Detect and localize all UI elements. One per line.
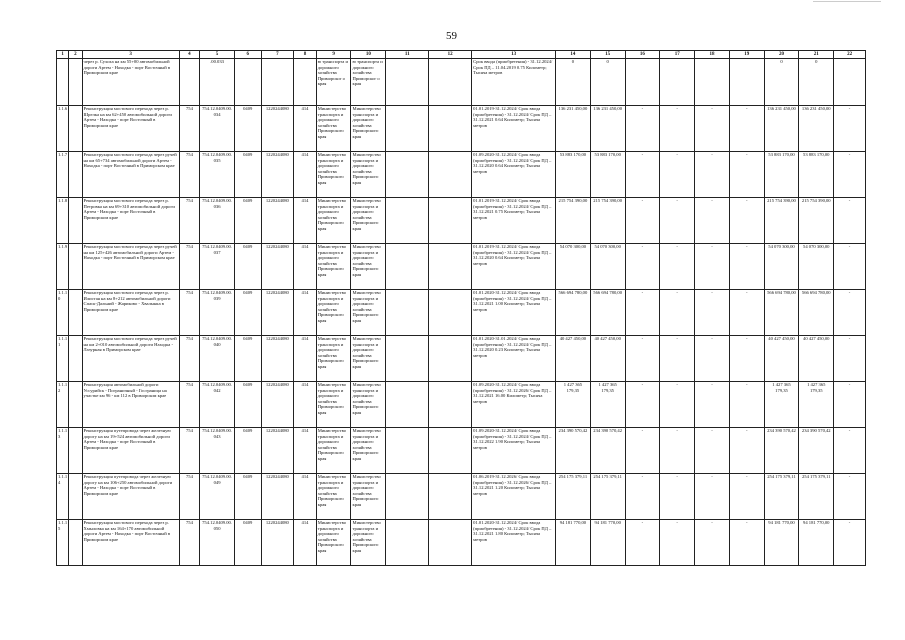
funding-year-col17: - [660, 428, 695, 474]
total-funding: 40 427 450,00 [590, 336, 625, 382]
ministry-code: 754 [179, 428, 199, 474]
responsible-body: Министерство транспорта и дорожного хозяйства Приморского края [316, 244, 351, 290]
table-row [57, 152, 866, 198]
responsible-body: Министерство транспорта и дорожного хозяйства Приморского края [316, 198, 351, 244]
row-number: 1.1.13 [57, 428, 69, 474]
estimated-cost: 254 175 379,11 [556, 474, 591, 520]
ministry-code: 754 [179, 382, 199, 428]
header-cell: 17 [660, 51, 695, 59]
funding-year-col22: - [834, 290, 866, 336]
terms-and-capacity: Срок ввода (приобретения) - 31.12.2024/ Срок ПД – 11.04.2019 0.75 Километр; Тысяча метров [472, 59, 556, 106]
responsible-body: Министерство транспорта и дорожного хозяйства Приморского края [316, 428, 351, 474]
scan-edge-line [813, 1, 881, 2]
section-code: 0409 [234, 428, 261, 474]
funding-year-col21: 94 181 770,00 [799, 520, 834, 566]
funding-year-col21: 0 [799, 59, 834, 106]
funding-year-col20: 53 883 170,00 [764, 152, 799, 198]
row-number: 1.1.6 [57, 106, 69, 152]
terms-and-capacity: 01.01.2019-31.12.2024/ Срок ввода (приобретения) - 31.12.2024/ Срок ПД – 31.12.2021 0.75 Километр; Тысяча метров [472, 198, 556, 244]
section-code [234, 59, 261, 106]
object-name: Реконструкция мостового перехода через р. Шрелка на км 62+450 автомобильной дороги Артем - Находка - порт Восточный в Приморском крае [82, 106, 179, 152]
funding-year-col16: - [625, 474, 660, 520]
target-article: 1220244080 [261, 382, 294, 428]
funding-year-col21: 54 070 300,00 [799, 244, 834, 290]
funding-year-col20: 566 694 780,00 [764, 290, 799, 336]
target-article: 1220244080 [261, 428, 294, 474]
header-cell: 9 [316, 51, 351, 59]
funding-year-col17: - [660, 290, 695, 336]
terms-and-capacity: 01.01.2020-31.12.2024/ Срок ввода (приобретения) - 31.12.2024/ Срок ПД – 31.12.2021 1.00 Километр; Тысяча метров [472, 290, 556, 336]
header-cell: 13 [472, 51, 556, 59]
table-row [57, 382, 866, 428]
object-code: 754.12.0409.00.039 [200, 290, 235, 336]
expense-type: 414 [294, 428, 317, 474]
row-empty-cell [429, 106, 472, 152]
section-code: 0409 [234, 244, 261, 290]
expense-type: 414 [294, 244, 317, 290]
row-number: 1.1.9 [57, 244, 69, 290]
ministry-code: 754 [179, 336, 199, 382]
funding-year-col17: - [660, 106, 695, 152]
section-code: 0409 [234, 106, 261, 152]
row-empty-cell [69, 382, 82, 428]
object-code: 754.12.0409.00.040 [200, 336, 235, 382]
funding-year-col17: - [660, 152, 695, 198]
funding-year-col16: - [625, 244, 660, 290]
funding-year-col16: - [625, 106, 660, 152]
funding-year-col18: - [695, 474, 730, 520]
object-code: 754.12.0409.00.037 [200, 244, 235, 290]
total-funding: 53 883 170,00 [590, 152, 625, 198]
funding-year-col21: 1 427 365 179,35 [799, 382, 834, 428]
row-number: 1.1.7 [57, 152, 69, 198]
object-name: Реконструкция мостового перехода через р. Петровка на км 69+310 автомобильной дороги Артем - Находка - порт Восточный в Приморском крае [82, 198, 179, 244]
row-empty-cell [386, 59, 429, 106]
estimated-cost: 215 754 390,00 [556, 198, 591, 244]
row-number: 1.1.11 [57, 336, 69, 382]
funding-year-col19: - [729, 290, 764, 336]
object-code: .00.033 [200, 59, 235, 106]
estimated-cost: 136 231 450,00 [556, 106, 591, 152]
responsible-body: Министерство транспорта и дорожного хозяйства Приморского края [316, 382, 351, 428]
row-empty-cell [429, 59, 472, 106]
object-name: Реконструкция путепровода через железную дорогу на км 19+524 автомобильной дороги Артем - Находка - порт Восточный в Приморском крае [82, 428, 179, 474]
object-code: 754.12.0409.00.043 [200, 428, 235, 474]
terms-and-capacity: 01.01.2019-31.12.2024/ Срок ввода (приобретения) - 31.12.2024/ Срок ПД – 31.12.2020 0.64 Километр; Тысяча метров [472, 244, 556, 290]
funding-year-col19: - [729, 520, 764, 566]
ministry-code: 754 [179, 290, 199, 336]
funding-year-col17: - [660, 520, 695, 566]
responsible-body: Министерство транспорта и дорожного хозяйства Приморского края [316, 152, 351, 198]
funding-year-col21: 136 231 450,00 [799, 106, 834, 152]
ministry-code: 754 [179, 520, 199, 566]
funding-year-col22 [834, 59, 866, 106]
funding-year-col20: 215 754 390,00 [764, 198, 799, 244]
header-cell: 11 [386, 51, 429, 59]
funding-year-col16: - [625, 336, 660, 382]
object-name: Реконструкция путепровода через железную дорогу на км 106+250 автомобильной дороги Артем - Находка - порт Восточный в Приморском крае [82, 474, 179, 520]
header-cell: 15 [590, 51, 625, 59]
funding-year-col17: - [660, 382, 695, 428]
responsible-body: Министерство транспорта и дорожного хозяйства Приморского края [316, 106, 351, 152]
funding-year-col17 [660, 59, 695, 106]
target-article: 1220244080 [261, 336, 294, 382]
header-cell: 1 [57, 51, 69, 59]
object-code: 754.12.0409.00.050 [200, 520, 235, 566]
expense-type: 414 [294, 290, 317, 336]
row-empty-cell [429, 290, 472, 336]
total-funding: 254 175 379,11 [590, 474, 625, 520]
header-cell: 20 [764, 51, 799, 59]
funding-year-col20: 234 390 570,42 [764, 428, 799, 474]
header-cell: 4 [179, 51, 199, 59]
section-code: 0409 [234, 198, 261, 244]
responsible-body: Министерство транспорта и дорожного хозяйства Приморского края [316, 336, 351, 382]
row-empty-cell [386, 198, 429, 244]
estimated-cost: 234 390 570,42 [556, 428, 591, 474]
table-row [57, 336, 866, 382]
header-cell: 16 [625, 51, 660, 59]
funding-year-col18: - [695, 428, 730, 474]
object-name: Реконструкция мостового перехода через ручей на км 65+734 автомобильной дороги Артем - Находка - порт Восточный в Приморском крае [82, 152, 179, 198]
total-funding: 234 390 570,42 [590, 428, 625, 474]
expense-type: 414 [294, 382, 317, 428]
total-funding: 215 754 390,00 [590, 198, 625, 244]
funding-year-col22: - [834, 152, 866, 198]
estimated-cost: 53 883 170,00 [556, 152, 591, 198]
total-funding: 1 427 365 179,35 [590, 382, 625, 428]
funding-year-col19: - [729, 244, 764, 290]
object-code: 754.12.0409.00.034 [200, 106, 235, 152]
total-funding: 0 [590, 59, 625, 106]
expense-type: 414 [294, 336, 317, 382]
row-empty-cell [386, 520, 429, 566]
expense-type [294, 59, 317, 106]
table-row [57, 520, 866, 566]
section-code: 0409 [234, 474, 261, 520]
row-empty-cell [429, 520, 472, 566]
total-funding: 54 070 300,00 [590, 244, 625, 290]
header-cell: 18 [695, 51, 730, 59]
header-cell: 19 [729, 51, 764, 59]
row-empty-cell [69, 520, 82, 566]
row-number: 1.1.10 [57, 290, 69, 336]
funding-year-col16: - [625, 152, 660, 198]
ministry-code: 754 [179, 198, 199, 244]
row-empty-cell [386, 474, 429, 520]
row-number: 1.1.14 [57, 474, 69, 520]
terms-and-capacity: 01.09.2020-31.12.2024/ Срок ввода (приобретения) - 31.12.2024/ Срок ПД – 31.12.2022 1.90 Километр; Тысяча метров [472, 428, 556, 474]
estimated-cost: 0 [556, 59, 591, 106]
funding-year-col20: 136 231 450,00 [764, 106, 799, 152]
header-cell: 5 [200, 51, 235, 59]
row-number: 1.1.15 [57, 520, 69, 566]
customer-body: Министерство транспорта и дорожного хозяйства Приморского края [351, 382, 386, 428]
section-code: 0409 [234, 290, 261, 336]
row-empty-cell [429, 152, 472, 198]
customer-body: Министерство транспорта и дорожного хозяйства Приморского края [351, 474, 386, 520]
funding-year-col22: - [834, 106, 866, 152]
target-article: 1220244080 [261, 152, 294, 198]
funding-year-col16: - [625, 290, 660, 336]
section-code: 0409 [234, 336, 261, 382]
funding-year-col21: 215 754 390,00 [799, 198, 834, 244]
responsible-body: ю транспорта и дорожного хозяйства Приморског о края [316, 59, 351, 106]
customer-body: Министерство транспорта и дорожного хозяйства Приморского края [351, 428, 386, 474]
target-article [261, 59, 294, 106]
header-cell: 2 [69, 51, 82, 59]
funding-year-col18: - [695, 382, 730, 428]
row-number: 1.1.12 [57, 382, 69, 428]
funding-year-col18: - [695, 198, 730, 244]
table-row [57, 198, 866, 244]
row-empty-cell [69, 244, 82, 290]
table-row [57, 474, 866, 520]
table-row [57, 244, 866, 290]
funding-year-col22: - [834, 428, 866, 474]
funding-year-col18 [695, 59, 730, 106]
object-name: Реконструкция мостового перехода через ручей на км 125+426 автомобильной дороги Артем - Находка - порт Восточный в Приморском крае [82, 244, 179, 290]
funding-year-col18: - [695, 520, 730, 566]
object-code: 754.12.0409.00.042 [200, 382, 235, 428]
row-empty-cell [386, 382, 429, 428]
investment-table [56, 50, 866, 566]
estimated-cost: 1 427 365 179,35 [556, 382, 591, 428]
funding-year-col18: - [695, 290, 730, 336]
funding-year-col20: 54 070 300,00 [764, 244, 799, 290]
object-name: Реконструкция мостового перехода через р. Хмыловка на км 164+170 автомобильной дороги Артем - Находка - порт Восточный в Приморском крае [82, 520, 179, 566]
ministry-code [179, 59, 199, 106]
object-name: через р. Сухоха на км 55+00 автомобильной дороги Артем - Находка - порт Восточный в Приморском крае [82, 59, 179, 106]
total-funding: 566 694 780,00 [590, 290, 625, 336]
object-code: 754.12.0409.00.049 [200, 474, 235, 520]
terms-and-capacity: 01.01.2020-31.12.2024/ Срок ввода (приобретения) - 31.12.2024/ Срок ПД – 31.12.2021 1.80 Километр; Тысяча метров [472, 520, 556, 566]
header-cell: 14 [556, 51, 591, 59]
page-number: 59 [446, 30, 457, 42]
header-cell: 12 [429, 51, 472, 59]
customer-body: Министерство транспорта и дорожного хозяйства Приморского края [351, 152, 386, 198]
row-empty-cell [386, 290, 429, 336]
customer-body: Министерство транспорта и дорожного хозяйства Приморского края [351, 244, 386, 290]
target-article: 1220244080 [261, 520, 294, 566]
terms-and-capacity: 01.01.2020-31.01.2024/ Срок ввода (приобретения) - 31.12.2024/ Срок ПД – 31.12.2020 0.23 Километр; Тысяча метров [472, 336, 556, 382]
header-cell: 3 [82, 51, 179, 59]
funding-year-col19: - [729, 336, 764, 382]
funding-year-col22: - [834, 336, 866, 382]
terms-and-capacity: 01.09.2020-31.12.2024/ Срок ввода (приобретения) - 31.12.2024/ Срок ПД – 31.12.2020 0.64 Километр; Тысяча метров [472, 152, 556, 198]
header-cell: 7 [261, 51, 294, 59]
table-row [57, 59, 866, 106]
row-empty-cell [386, 152, 429, 198]
customer-body: Министерство транспорта и дорожного хозяйства Приморского края [351, 290, 386, 336]
target-article: 1220244080 [261, 198, 294, 244]
row-empty-cell [69, 59, 82, 106]
funding-year-col22: - [834, 198, 866, 244]
target-article: 1220244080 [261, 106, 294, 152]
row-empty-cell [429, 428, 472, 474]
ministry-code: 754 [179, 244, 199, 290]
header-cell: 8 [294, 51, 317, 59]
object-code: 754.12.0409.00.036 [200, 198, 235, 244]
expense-type: 414 [294, 106, 317, 152]
section-code: 0409 [234, 152, 261, 198]
object-name: Реконструкция автомобильной дороги Уссурийск - Пограничный - Госграница на участке км 96 - км 112 в Приморском крае [82, 382, 179, 428]
funding-year-col20: 254 175 379,11 [764, 474, 799, 520]
expense-type: 414 [294, 474, 317, 520]
row-empty-cell [429, 382, 472, 428]
funding-year-col16: - [625, 428, 660, 474]
funding-year-col22: - [834, 474, 866, 520]
customer-body: Министерство транспорта и дорожного хозяйства Приморского края [351, 106, 386, 152]
header-row [57, 51, 866, 59]
ministry-code: 754 [179, 474, 199, 520]
customer-body: Министерство транспорта и дорожного хозяйства Приморского края [351, 520, 386, 566]
target-article: 1220244080 [261, 290, 294, 336]
funding-year-col19: - [729, 428, 764, 474]
row-empty-cell [69, 106, 82, 152]
row-empty-cell [69, 198, 82, 244]
funding-year-col19: - [729, 106, 764, 152]
row-number [57, 59, 69, 106]
row-empty-cell [69, 290, 82, 336]
ministry-code: 754 [179, 106, 199, 152]
funding-year-col22: - [834, 520, 866, 566]
funding-year-col21: 254 175 379,11 [799, 474, 834, 520]
funding-year-col19: - [729, 382, 764, 428]
funding-year-col19: - [729, 474, 764, 520]
object-name: Реконструкция мостового перехода через ручей на км 2+010 автомобильной дороги Находка - Лазурная в Приморском крае [82, 336, 179, 382]
table-row [57, 428, 866, 474]
funding-year-col22: - [834, 382, 866, 428]
target-article: 1220244080 [261, 474, 294, 520]
total-funding: 136 231 450,00 [590, 106, 625, 152]
row-empty-cell [429, 198, 472, 244]
funding-year-col21: 40 427 450,00 [799, 336, 834, 382]
header-cell: 21 [799, 51, 834, 59]
estimated-cost: 566 694 780,00 [556, 290, 591, 336]
ministry-code: 754 [179, 152, 199, 198]
funding-year-col20: 40 427 450,00 [764, 336, 799, 382]
row-empty-cell [429, 244, 472, 290]
header-cell: 6 [234, 51, 261, 59]
responsible-body: Министерство транспорта и дорожного хозяйства Приморского края [316, 474, 351, 520]
object-code: 754.12.0409.00.035 [200, 152, 235, 198]
row-number: 1.1.8 [57, 198, 69, 244]
funding-year-col17: - [660, 244, 695, 290]
funding-year-col21: 234 390 570,42 [799, 428, 834, 474]
customer-body: Министерство транспорта и дорожного хозяйства Приморского края [351, 336, 386, 382]
table-row [57, 106, 866, 152]
expense-type: 414 [294, 520, 317, 566]
row-empty-cell [69, 474, 82, 520]
section-code: 0409 [234, 520, 261, 566]
header-cell: 22 [834, 51, 866, 59]
section-code: 0409 [234, 382, 261, 428]
funding-year-col18: - [695, 244, 730, 290]
funding-year-col20: 1 427 365 179,35 [764, 382, 799, 428]
funding-year-col19: - [729, 198, 764, 244]
terms-and-capacity: 01.09.2020-31.12.2024/ Срок ввода (приобретения) - 31.12.2026/ Срок ПД – 31.12.2021 16.00 Километр; Тысяча метров [472, 382, 556, 428]
row-empty-cell [429, 474, 472, 520]
row-empty-cell [386, 244, 429, 290]
terms-and-capacity: 01.06.2019-31.12.2026/ Срок ввода (приобретения) - 31.12.2026/ Срок ПД – 31.12.2021 1.20 Километр; Тысяча метров [472, 474, 556, 520]
header-cell: 10 [351, 51, 386, 59]
estimated-cost: 54 070 300,00 [556, 244, 591, 290]
funding-year-col21: 53 883 170,00 [799, 152, 834, 198]
terms-and-capacity: 01.01.2019-31.12.2024/ Срок ввода (приобретения) - 31.12.2024/ Срок ПД – 31.12.2021 0.64 Километр; Тысяча метров [472, 106, 556, 152]
funding-year-col22: - [834, 244, 866, 290]
funding-year-col16: - [625, 198, 660, 244]
target-article: 1220244080 [261, 244, 294, 290]
row-empty-cell [386, 106, 429, 152]
row-empty-cell [69, 152, 82, 198]
responsible-body: Министерство транспорта и дорожного хозяйства Приморского края [316, 290, 351, 336]
expense-type: 414 [294, 152, 317, 198]
row-empty-cell [386, 336, 429, 382]
estimated-cost: 40 427 450,00 [556, 336, 591, 382]
row-empty-cell [429, 336, 472, 382]
funding-year-col16: - [625, 520, 660, 566]
funding-year-col17: - [660, 336, 695, 382]
customer-body: Министерство транспорта и дорожного хозяйства Приморского края [351, 198, 386, 244]
funding-year-col17: - [660, 198, 695, 244]
funding-year-col16 [625, 59, 660, 106]
total-funding: 94 181 770,00 [590, 520, 625, 566]
funding-year-col18: - [695, 106, 730, 152]
funding-year-col20: 0 [764, 59, 799, 106]
responsible-body: Министерство транспорта и дорожного хозяйства Приморского края [316, 520, 351, 566]
customer-body: ю транспорта и дорожного хозяйства Приморског о края [351, 59, 386, 106]
funding-year-col18: - [695, 336, 730, 382]
row-empty-cell [386, 428, 429, 474]
estimated-cost: 94 181 770,00 [556, 520, 591, 566]
funding-year-col19: - [729, 152, 764, 198]
funding-year-col20: 94 181 770,00 [764, 520, 799, 566]
funding-year-col17: - [660, 474, 695, 520]
row-empty-cell [69, 428, 82, 474]
expense-type: 414 [294, 198, 317, 244]
funding-year-col18: - [695, 152, 730, 198]
funding-year-col21: 566 694 780,00 [799, 290, 834, 336]
funding-year-col19 [729, 59, 764, 106]
object-name: Реконструкция мостового перехода через р. Илистая на км 8+212 автомобильной дороги Спаск-Дальний - Жариково - Хвалынка в Приморском крае [82, 290, 179, 336]
funding-year-col16: - [625, 382, 660, 428]
table-row [57, 290, 866, 336]
row-empty-cell [69, 336, 82, 382]
